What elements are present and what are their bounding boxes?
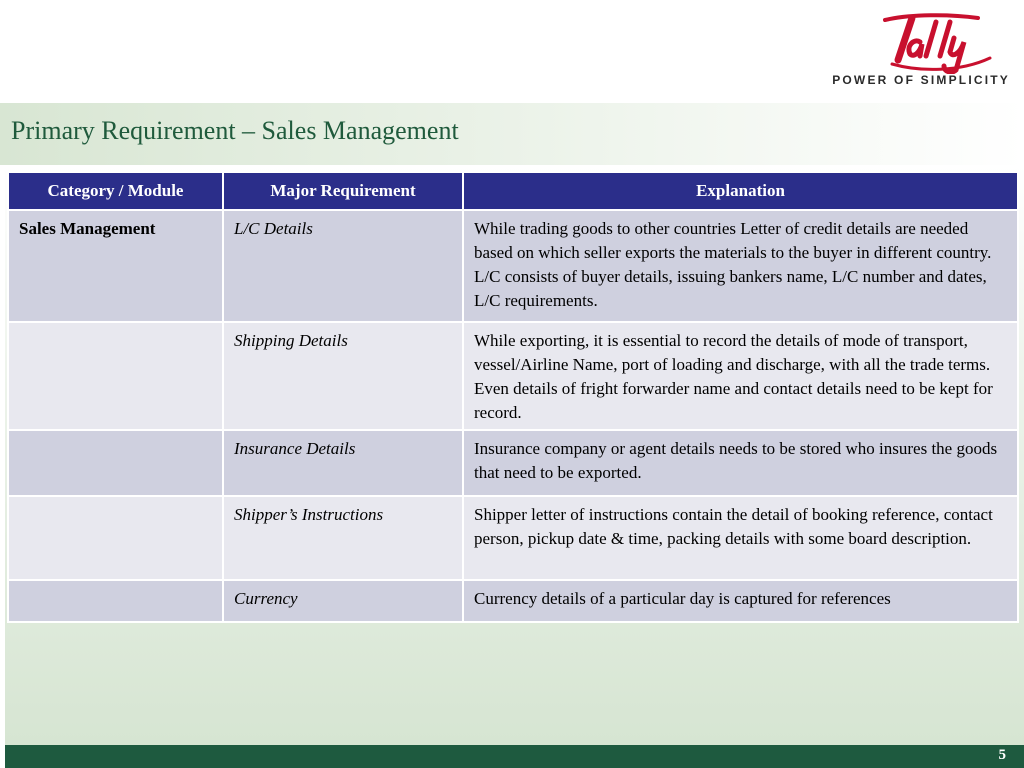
category-cell — [8, 496, 223, 580]
table-row — [8, 430, 1018, 496]
tally-logo-icon — [840, 12, 1010, 74]
explanation-cell: While trading goods to other countries Letter of credit details are needed based on which seller exports the materials to the buyer in different country. L/C consists of buyer details, issuing bankers name, L/C number and dates, L/C requirements. — [463, 210, 1018, 322]
category-cell — [8, 322, 223, 430]
table-row — [8, 322, 1018, 430]
explanation-cell: Shipper letter of instructions contain the detail of booking reference, contact person, pickup date & time, packing details with some board description. — [463, 496, 1018, 580]
column-header-requirement: Major Requirement — [223, 172, 463, 210]
page-number: 5 — [998, 747, 1006, 763]
footer-bar — [5, 745, 1024, 768]
page-title: Primary Requirement – Sales Management — [11, 116, 459, 145]
explanation-cell: While exporting, it is essential to record the details of mode of transport, vessel/Airline Name, port of loading and discharge, with all the trade terms. Even details of fright forwarder name and contact details need to be kept for record. — [463, 322, 1018, 430]
column-header-explanation: Explanation — [463, 172, 1018, 210]
requirement-cell: Currency — [223, 580, 463, 622]
requirement-cell: Insurance Details — [223, 430, 463, 496]
table-header-row — [8, 172, 1018, 210]
requirement-cell: Shipping Details — [223, 322, 463, 430]
category-cell — [8, 580, 223, 622]
column-header-category: Category / Module — [8, 172, 223, 210]
requirement-cell: Shipper’s Instructions — [223, 496, 463, 580]
table-row — [8, 580, 1018, 622]
category-cell: Sales Management — [8, 210, 223, 322]
logo-tagline: POWER OF SIMPLICITY — [832, 73, 1010, 87]
table-row — [8, 496, 1018, 580]
requirements-table — [7, 171, 1019, 623]
requirement-cell: L/C Details — [223, 210, 463, 322]
explanation-cell: Insurance company or agent details needs to be stored who insures the goods that need to be exported. — [463, 430, 1018, 496]
category-cell — [8, 430, 223, 496]
explanation-cell: Currency details of a particular day is captured for references — [463, 580, 1018, 622]
table-row — [8, 210, 1018, 322]
